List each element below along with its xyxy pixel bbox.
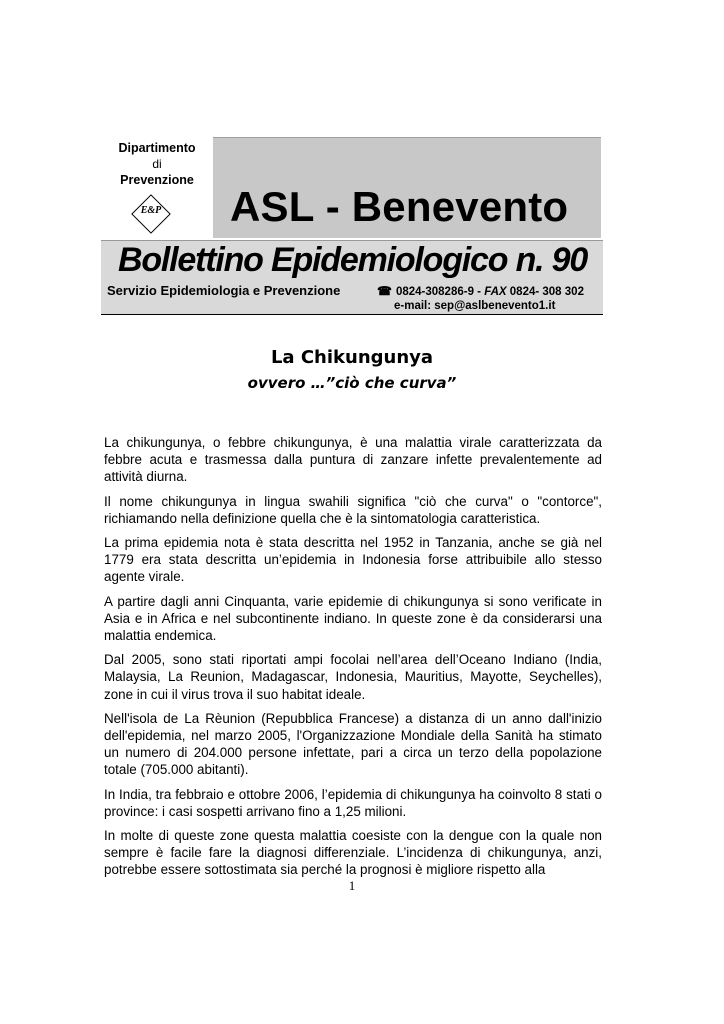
telephone-icon: ☎: [377, 284, 392, 298]
paragraph: In molte di queste zone questa malattia coesiste con la dengue con la quale non sempre è facile fare la diagnosi differenziale. L’incidenza di chikungunya, anzi, potrebbe essere sottostimata sia perché la prognosi è migliore rispetto alla: [104, 828, 602, 878]
page-number: 1: [348, 878, 356, 893]
contacts-line: [377, 284, 584, 298]
phone-number: 0824-308286-9 -: [395, 286, 481, 298]
service-name: Servizio Epidemiologia e Prevenzione: [107, 283, 341, 298]
department-line-1: Dipartimento: [118, 141, 196, 155]
article-subtitle: ovvero …”ciò che curva”: [247, 374, 457, 392]
paragraph: A partire dagli anni Cinquanta, varie epidemie di chikungunya si sono verificate in Asia e in Africa e nel subcontinente indiano. In queste zone è da considerarsi una malattia endemica.: [104, 593, 602, 644]
org-title: ASL - Benevento: [230, 183, 569, 230]
paragraph: La prima epidemia nota è stata descritta nel 1952 in Tanzania, anche se già nel 1779 era stata descritta un’epidemia in Indonesia forse attribuibile allo stesso agente virale.: [104, 535, 602, 585]
paragraph: Dal 2005, sono stati riportati ampi focolai nell’area dell’Oceano Indiano (India, Malaysia, La Reunion, Madagascar, Indonesia, Mauritius, Mayotte, Seychelles), zone in cui il virus trova il suo habitat ideale.: [104, 652, 602, 702]
paragraph: La chikungunya, o febbre chikungunya, è una malattia virale caratterizzata da febbre acuta e trasmessa dalla puntura di zanzare infette prevalentemente ad attività diurna.: [104, 435, 602, 485]
department-label: [103, 140, 211, 188]
department-line-2: di: [152, 157, 162, 171]
fax-label: FAX: [484, 286, 507, 298]
fax-number: 0824- 308 302: [509, 286, 584, 298]
logo-text: E&P: [140, 205, 162, 216]
paragraph: In India, tra febbraio e ottobre 2006, l’epidemia di chikungunya ha coinvolto 8 stati o province: i casi sospetti arrivano fino a 1,25 milioni.: [104, 786, 602, 819]
bulletin-title: Bollettino Epidemiologico n. 90: [118, 241, 588, 279]
article-body: [104, 434, 602, 886]
paragraph: Nell'isola de La Rèunion (Repubblica Francese) a distanza di un anno dall'inizio dell'epidemia, nel marzo 2005, l'Organizzazione Mondiale della Sanità ha stimato un numero di 204.000 persone infettate, pari a circa un terzo della popolazione totale (705.000 abitanti).: [104, 710, 602, 778]
email-line: e-mail: sep@aslbenevento1.it: [394, 300, 556, 312]
article-title: La Chikungunya: [270, 347, 434, 368]
department-line-3: Prevenzione: [120, 173, 194, 187]
paragraph: Il nome chikungunya in lingua swahili significa "ciò che curva" o "contorce", richiamando nella definizione quella che è la sintomatologia caratteristica.: [104, 493, 602, 526]
